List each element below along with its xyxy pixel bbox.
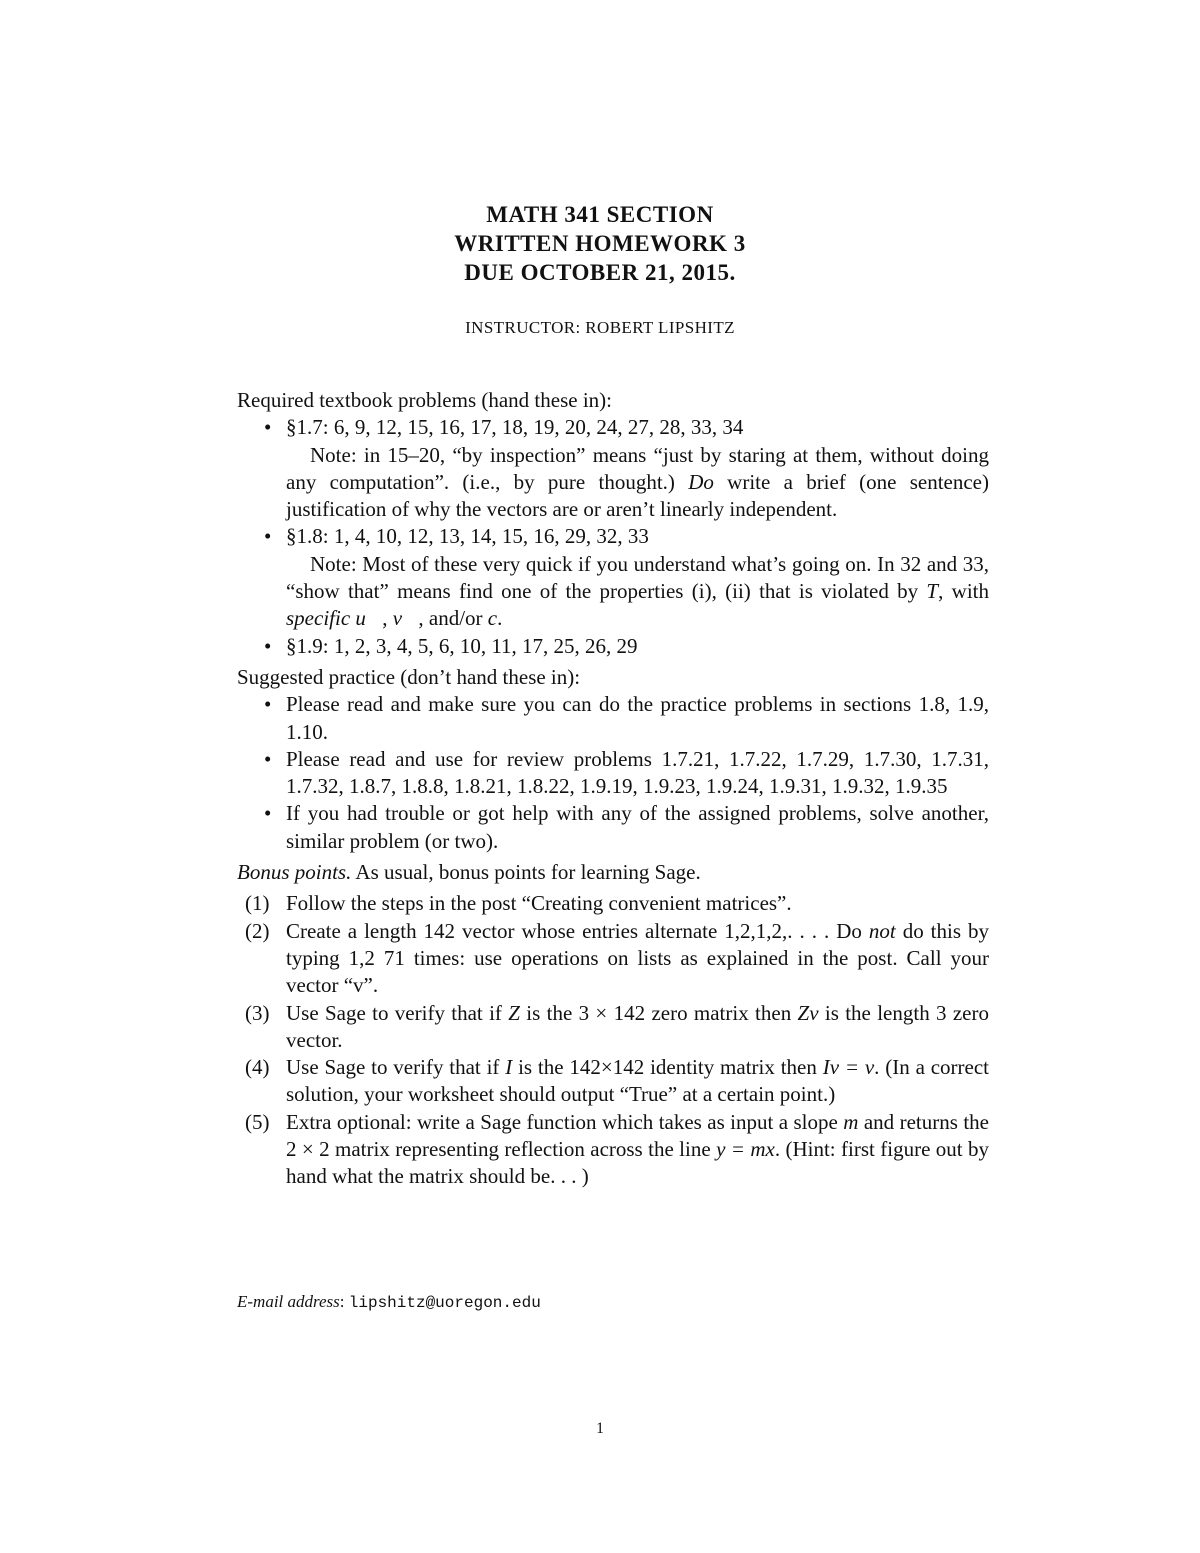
bonus-heading: Bonus points. As usual, bonus points for learning Sage. — [237, 860, 701, 885]
email-line: E-mail address: lipshitz@uoregon.edu — [237, 1292, 541, 1312]
assignment-title: WRITTEN HOMEWORK 3 — [454, 231, 746, 256]
bullet-icon: • — [264, 415, 272, 440]
item-number: (1) — [245, 891, 270, 916]
list-item: (1) Follow the steps in the post “Creating convenient matrices”. — [286, 890, 989, 917]
item-number: (4) — [245, 1055, 270, 1080]
item-number: (2) — [245, 918, 270, 943]
bullet-icon: • — [264, 801, 272, 826]
problem-note: Note: Most of these very quick if you understand what’s going on. In 32 and 33, “show that” means find one of the properties (i), (ii) that is violated by T, with specific u⃗, v⃗, and/or c. — [286, 551, 989, 631]
list-item: (2) Create a length 142 vector whose entries alternate 1,2,1,2,. . . . Do not do this by typing 1,2 71 times: use operations on lists as explained in the post. Call your vector “v”. — [245, 918, 989, 998]
title-block — [0, 200, 1200, 287]
problem-list: §1.9: 1, 2, 3, 4, 5, 6, 10, 11, 17, 25, 26, 29 — [286, 633, 638, 658]
list-item — [264, 523, 989, 632]
email-address: lipshitz@uoregon.edu — [348, 1294, 541, 1312]
list-item — [264, 633, 989, 660]
list-item: • Please read and use for review problems 1.7.21, 1.7.22, 1.7.29, 1.7.30, 1.7.31, 1.7.32, 1.8.7, 1.8.8, 1.8.21, 1.8.22, 1.9.19, 1.9.23, 1.9.24, 1.9.31, 1.9.32, 1.9.35 — [264, 746, 989, 799]
bonus-list — [237, 890, 989, 1190]
due-date: DUE OCTOBER 21, 2015. — [464, 260, 736, 285]
email-label: E-mail address — [237, 1292, 340, 1311]
suggested-list — [237, 691, 989, 855]
item-number: (3) — [245, 1000, 270, 1025]
required-heading: Required textbook problems (hand these in): — [237, 388, 612, 412]
bullet-icon: • — [264, 692, 272, 717]
suggested-heading: Suggested practice (don’t hand these in): — [237, 664, 581, 689]
list-item: (5) Extra optional: write a Sage function which takes as input a slope m and returns the 2 × 2 matrix representing reflection across the line y = mx. (Hint: first figure out by hand what the matrix should be. . . ) — [245, 1109, 990, 1189]
document-body — [237, 387, 989, 1191]
list-item: • If you had trouble or got help with any of the assigned problems, solve another, similar problem (or two). — [264, 801, 989, 853]
instructor-line: INSTRUCTOR: ROBERT LIPSHITZ — [465, 318, 735, 337]
required-list — [237, 414, 989, 660]
list-item — [264, 414, 989, 523]
problem-list: §1.7: 6, 9, 12, 15, 16, 17, 18, 19, 20, 24, 27, 28, 33, 34 — [286, 415, 744, 440]
list-item: (3) Use Sage to verify that if Z is the 3 × 142 zero matrix then Zv is the length 3 zero vector. — [245, 1000, 989, 1052]
bullet-icon: • — [264, 633, 272, 658]
page-number: 1 — [596, 1420, 604, 1437]
item-number: (5) — [245, 1109, 270, 1134]
bullet-icon: • — [264, 746, 272, 771]
course-title: MATH 341 SECTION — [486, 202, 714, 227]
list-item: • Please read and make sure you can do the practice problems in sections 1.8, 1.9, 1.10. — [264, 692, 989, 744]
problem-note: Note: in 15–20, “by inspection” means “just by staring at them, without doing any computation”. (i.e., by pure thought.) Do write a brief (one sentence) justification of why the vectors are or aren’t linearly independent. — [286, 442, 989, 522]
problem-list: §1.8: 1, 4, 10, 12, 13, 14, 15, 16, 29, 32, 33 — [286, 524, 649, 549]
bullet-icon: • — [264, 524, 272, 549]
list-item: (4) Use Sage to verify that if I is the 142×142 identity matrix then Iv = v. (In a correct solution, your worksheet should output “True” at a certain point.) — [245, 1055, 989, 1107]
